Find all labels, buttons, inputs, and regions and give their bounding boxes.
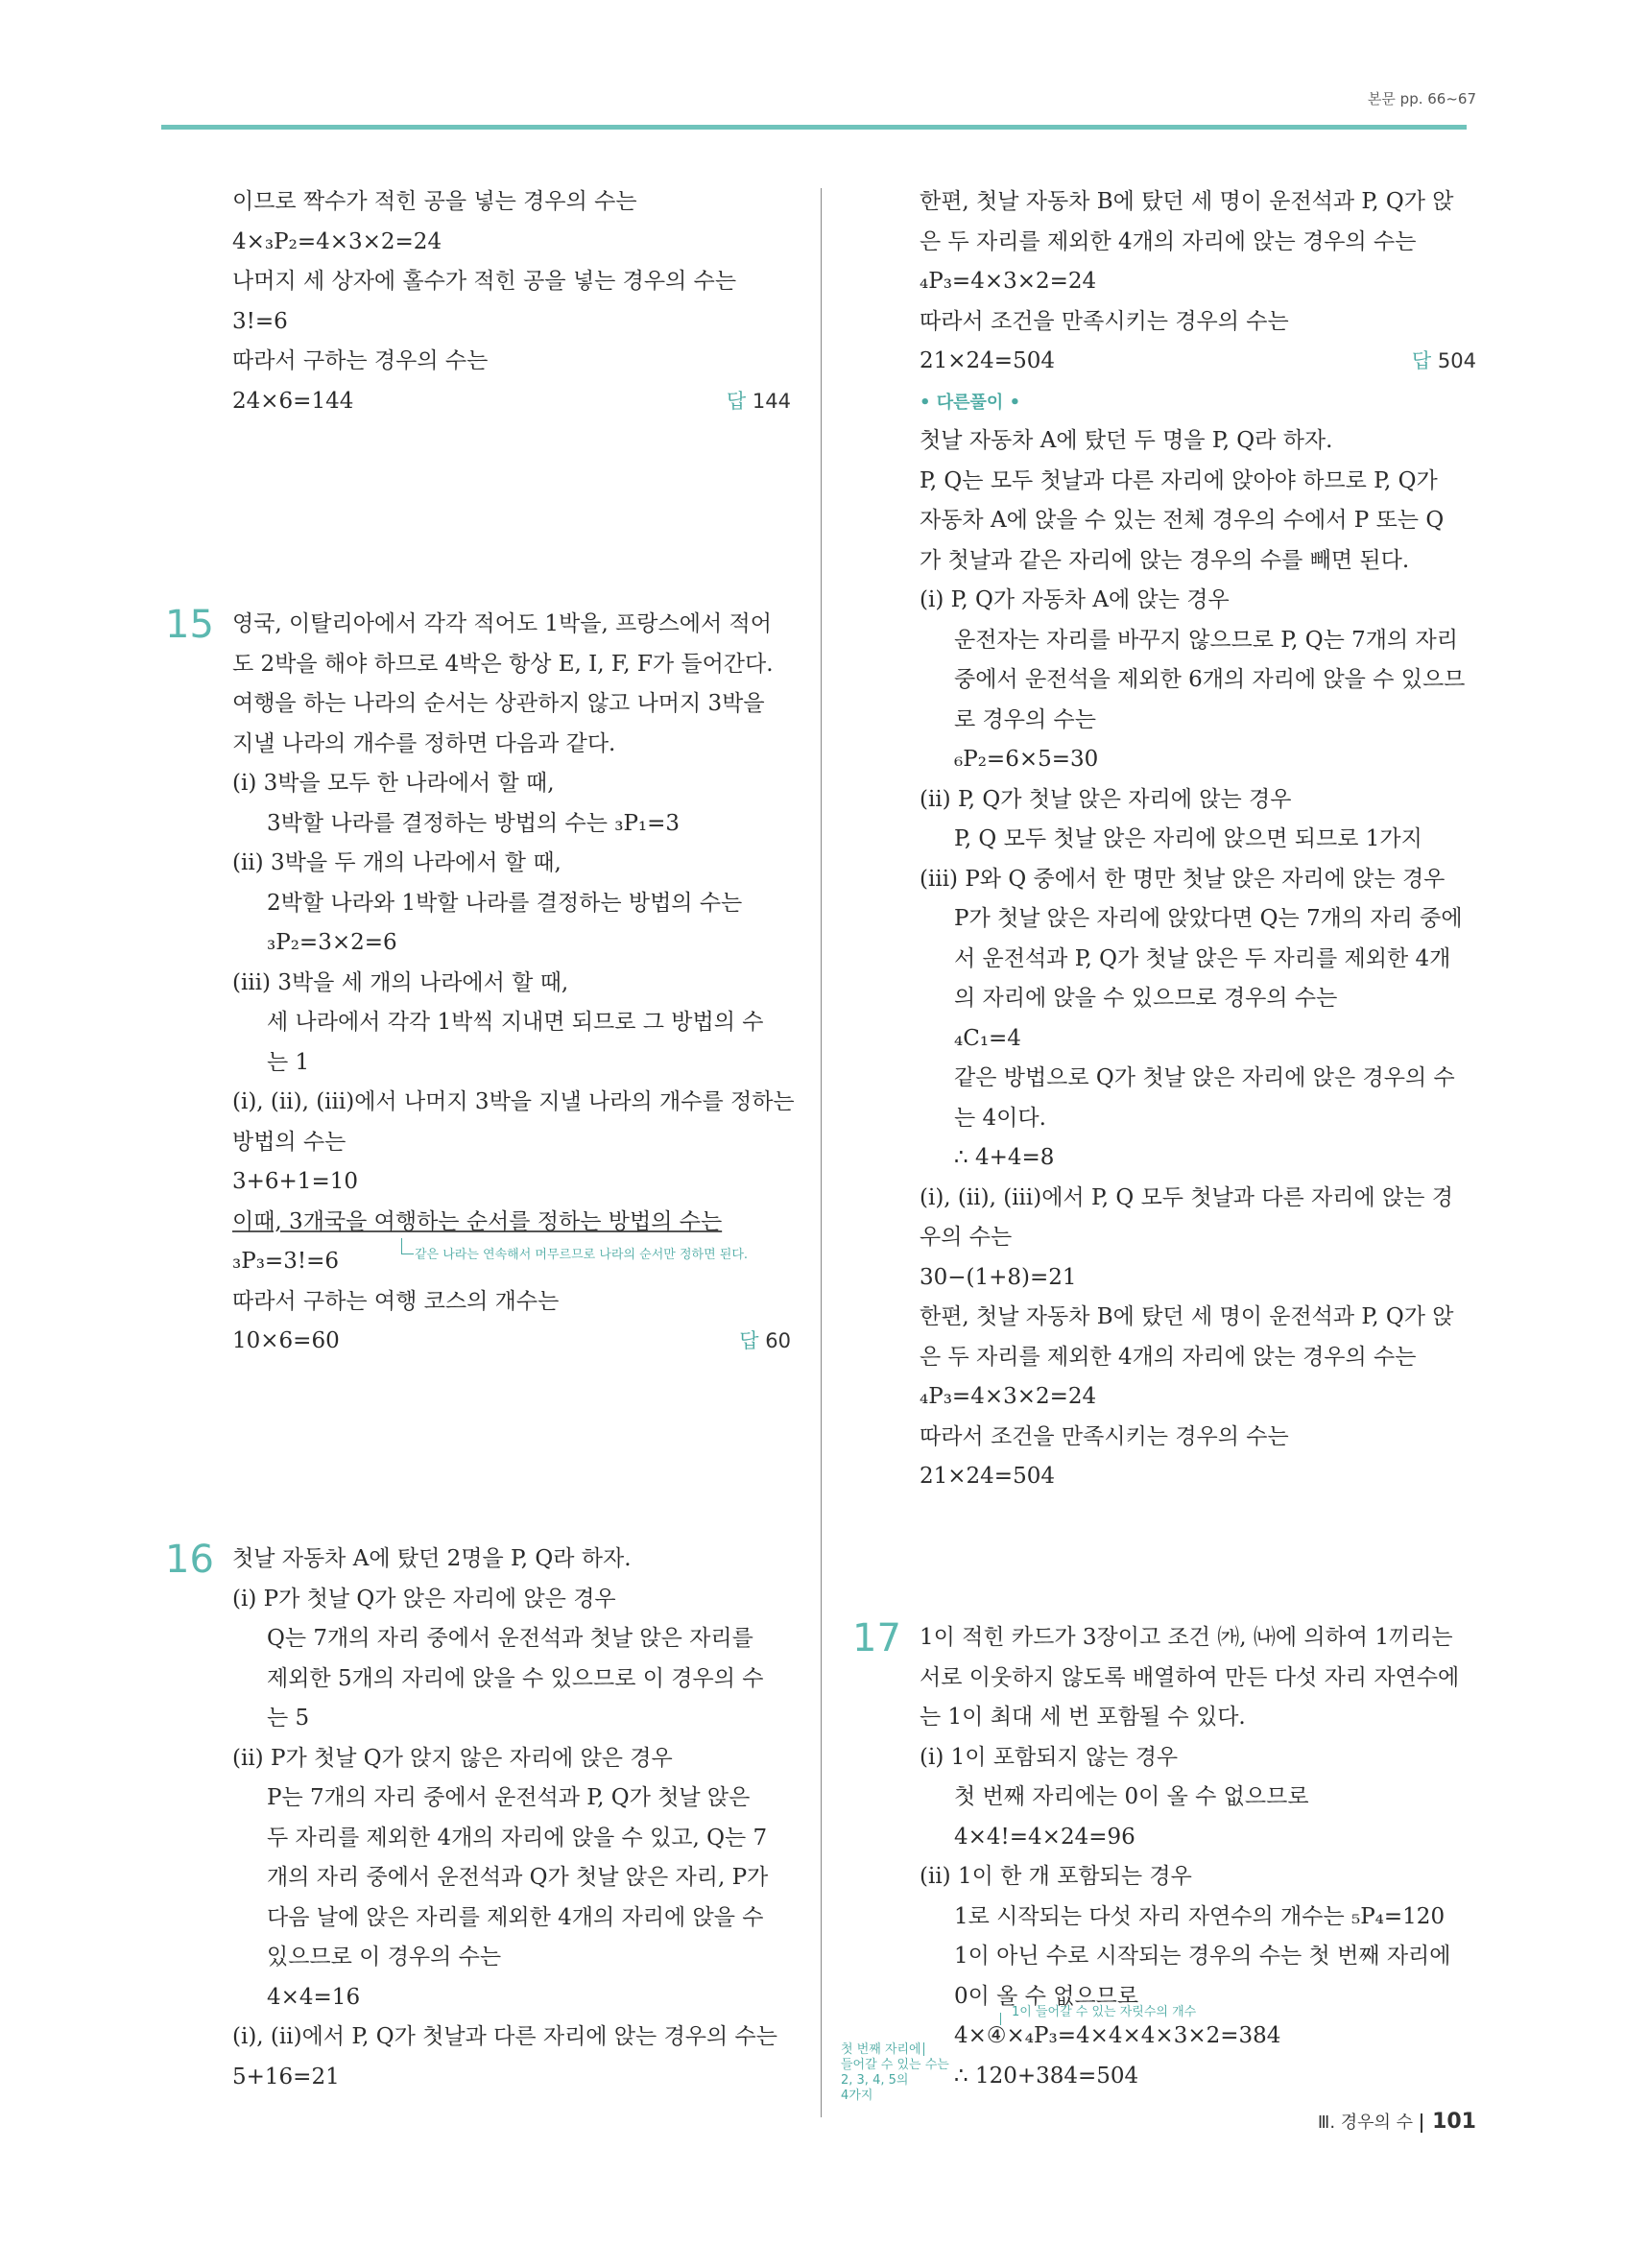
text-line: ∴ 120+384=504: [954, 2063, 1139, 2089]
note-bracket: [401, 1238, 414, 1254]
text-line: 이므로 짝수가 적힌 공을 넣는 경우의 수는: [232, 189, 637, 214]
side-note-line: 들어갈 수 있는 수는: [841, 2058, 949, 2072]
text-line: 다음 날에 앉은 자리를 제외한 4개의 자리에 앉을 수: [267, 1904, 764, 1930]
text-line: 한편, 첫날 자동차 B에 탔던 세 명이 운전석과 P, Q가 앉: [920, 189, 1454, 214]
text-line: 따라서 구하는 경우의 수는: [232, 348, 489, 373]
problem-17-solution: [920, 1618, 1476, 2096]
case-heading: (ⅲ) 3박을 세 개의 나라에서 할 때,: [232, 969, 569, 995]
problem-number-16: 16: [165, 1538, 214, 1582]
text-line: 같은 방법으로 Q가 첫날 앉은 자리에 앉은 경우의 수: [954, 1065, 1455, 1090]
text-line: ₆P₂=6×5=30: [954, 747, 1099, 772]
text-line: ₃P₃=3!=6 같은 나라는 연속해서 머무르므로 나라의 순서만 정하면 된다.: [232, 1242, 791, 1282]
text-line: P, Q는 모두 첫날과 다른 자리에 앉아야 하므로 P, Q가: [920, 467, 1438, 493]
text-line: 4×4!=4×24=96: [954, 1824, 1135, 1850]
answer-label: 답 144: [726, 389, 791, 413]
text-line: ₄C₁=4: [954, 1025, 1021, 1051]
text-line: ₄P₃=4×3×2=24: [920, 1384, 1097, 1409]
text-line: 첫날 자동차 A에 탔던 두 명을 P, Q라 하자.: [920, 428, 1333, 453]
text-line: 4×4=16: [267, 1984, 361, 2010]
text-line: 개의 자리 중에서 운전석과 Q가 첫날 앉은 자리, P가: [267, 1865, 769, 1890]
text-line: ₄P₃=4×3×2=24: [920, 269, 1097, 294]
side-note-line: 첫 번째 자리에: [841, 2042, 921, 2057]
text-line: 21×24=504 답 504: [920, 342, 1476, 382]
text-line: P는 7개의 자리 중에서 운전석과 P, Q가 첫날 앉은: [267, 1785, 751, 1810]
text-line: 24×6=144 답 144: [232, 382, 791, 422]
case-heading: (ⅰ) 3박을 모두 한 나라에서 할 때,: [232, 771, 555, 796]
page-footer: [1318, 2109, 1476, 2134]
text-line: 4×₃P₂=4×3×2=24: [232, 228, 442, 254]
side-note-bracket: [923, 2042, 924, 2056]
text-line: 5+16=21: [232, 2064, 340, 2089]
text-line: 도 2박을 해야 하므로 4박은 항상 E, I, F, F가 들어간다.: [232, 651, 774, 677]
header-rule: [161, 125, 1467, 130]
right-continuation: [920, 182, 1476, 1497]
answer-label: 답 60: [739, 1329, 791, 1352]
text-line: 1이 적힌 카드가 3장이고 조건 ㈎, ㈏에 의하여 1끼리는: [920, 1625, 1453, 1650]
side-note-line: 2, 3, 4, 5의: [841, 2073, 909, 2088]
problem-16-solution: [232, 1540, 791, 2097]
side-note-line: 4가지: [841, 2089, 873, 2103]
text-line: (ⅰ), (ⅱ), (ⅲ)에서 나머지 3박을 지낼 나라의 개수를 정하는: [232, 1089, 795, 1114]
text-line: 이때, 3개국을 여행하는 순서를 정하는 방법의 수는: [232, 1208, 723, 1234]
text-line: 여행을 하는 나라의 순서는 상관하지 않고 나머지 3박을: [232, 691, 765, 716]
text-line: ₃P₂=3×2=6: [267, 930, 397, 955]
text-line: 는 5: [267, 1706, 310, 1731]
text-line: 1이 아닌 수로 시작되는 경우의 수는 첫 번째 자리에: [954, 1944, 1451, 1969]
text-line: 21×24=504: [920, 1464, 1055, 1489]
text-line: 따라서 조건을 만족시키는 경우의 수는: [920, 308, 1289, 334]
case-heading: (ⅰ) 1이 포함되지 않는 경우: [920, 1744, 1179, 1770]
text-line: P가 첫날 앉은 자리에 앉았다면 Q는 7개의 자리 중에: [954, 906, 1463, 931]
text-line: 는 4이다.: [954, 1105, 1046, 1131]
text-line: 10×6=60 답 60: [232, 1322, 791, 1362]
text-line: 서로 이웃하지 않도록 배열하여 만든 다섯 자리 자연수에: [920, 1664, 1460, 1690]
text-line: 는 1: [267, 1049, 310, 1075]
footer-separator: [1421, 2113, 1422, 2133]
chapter-title: Ⅲ. 경우의 수: [1317, 2113, 1414, 2133]
problem-number-15: 15: [165, 603, 214, 647]
text-line: 있으므로 이 경우의 수는: [267, 1945, 502, 1970]
answer-label: 답 504: [1411, 349, 1476, 372]
text-line: ∴ 4+4=8: [954, 1145, 1055, 1170]
text-line: 은 두 자리를 제외한 4개의 자리에 앉는 경우의 수는: [920, 1344, 1417, 1370]
margin-note: 1이 들어갈 수 있는 자릿수의 개수: [1012, 2005, 1197, 2019]
case-heading: (ⅲ) P와 Q 중에서 한 명만 첫날 앉은 자리에 앉는 경우: [920, 866, 1446, 892]
case-heading: (ⅱ) P, Q가 첫날 앉은 자리에 앉는 경우: [920, 786, 1292, 812]
text-line: (ⅰ), (ⅱ)에서 P, Q가 첫날과 다른 자리에 앉는 경우의 수는: [232, 2024, 777, 2049]
text-line: 2박할 나라와 1박할 나라를 결정하는 방법의 수는: [267, 890, 743, 916]
text-line: (ⅰ), (ⅱ), (ⅲ)에서 P, Q 모두 첫날과 다른 자리에 앉는 경: [920, 1184, 1453, 1210]
text-line: 우의 수는: [920, 1225, 1013, 1250]
text-line: 방법의 수는: [232, 1129, 347, 1155]
text-line: 지낼 나라의 개수를 정하면 다음과 같다.: [232, 730, 616, 756]
side-note: [841, 2042, 956, 2104]
text-line: P, Q 모두 첫날 앉은 자리에 앉으면 되므로 1가지: [954, 826, 1422, 851]
note-bracket: [1000, 2013, 1001, 2025]
text-line: 한편, 첫날 자동차 B에 탔던 세 명이 운전석과 P, Q가 앉: [920, 1304, 1454, 1329]
case-heading: (ⅱ) P가 첫날 Q가 앉지 않은 자리에 앉은 경우: [232, 1745, 673, 1771]
text-line: 3!=6: [232, 308, 288, 334]
text-line: 자동차 A에 앉을 수 있는 전체 경우의 수에서 P 또는 Q: [920, 508, 1445, 533]
text-line: 영국, 이탈리아에서 각각 적어도 1박을, 프랑스에서 적어: [232, 611, 772, 636]
text-line: 제외한 5개의 자리에 앉을 수 있으므로 이 경우의 수: [267, 1665, 764, 1691]
case-heading: (ⅰ) P, Q가 자동차 A에 앉는 경우: [920, 587, 1230, 612]
column-divider: [821, 188, 822, 2117]
text-line: 0이 올 수 없으므로: [954, 1983, 1139, 2009]
text-line: 서 운전석과 P, Q가 첫날 앉은 두 자리를 제외한 4개: [954, 945, 1451, 971]
left-continuation: [232, 182, 791, 421]
text-line: 첫날 자동차 A에 탔던 2명을 P, Q라 하자.: [232, 1546, 632, 1571]
alt-solution-heading: • 다른풀이 •: [920, 392, 1021, 413]
text-line: 는 1이 최대 세 번 포함될 수 있다.: [920, 1705, 1246, 1730]
margin-note: 같은 나라는 연속해서 머무르므로 나라의 순서만 정하면 된다.: [415, 1248, 749, 1262]
case-heading: (ⅱ) 3박을 두 개의 나라에서 할 때,: [232, 850, 562, 875]
text-line: 따라서 구하는 여행 코스의 개수는: [232, 1288, 560, 1314]
text-line: 4×④×₄P₃=4×4×4×3×2=384 1이 들어갈 수 있는 자릿수의 개수: [954, 2005, 1281, 2048]
text-line: 3박할 나라를 결정하는 방법의 수는 ₃P₁=3: [267, 810, 681, 836]
problem-15-solution: [232, 605, 795, 1362]
text-line: 두 자리를 제외한 4개의 자리에 앉을 수 있고, Q는 7: [267, 1825, 768, 1850]
case-heading: (ⅰ) P가 첫날 Q가 앉은 자리에 앉은 경우: [232, 1586, 616, 1611]
page-number: 101: [1432, 2110, 1476, 2134]
text-line: 30−(1+8)=21: [920, 1264, 1077, 1290]
text-line: 은 두 자리를 제외한 4개의 자리에 앉는 경우의 수는: [920, 228, 1417, 254]
text-line: 운전자는 자리를 바꾸지 않으므로 P, Q는 7개의 자리: [954, 627, 1458, 653]
text-line: 1로 시작되는 다섯 자리 자연수의 개수는 ₅P₄=120: [954, 1903, 1446, 1929]
page-reference: 본문 pp. 66~67: [1367, 90, 1476, 107]
text-line: 3+6+1=10: [232, 1169, 358, 1194]
case-heading: (ⅱ) 1이 한 개 포함되는 경우: [920, 1864, 1192, 1889]
text-line: 따라서 조건을 만족시키는 경우의 수는: [920, 1423, 1289, 1449]
text-line: 로 경우의 수는: [954, 706, 1096, 732]
text-line: 가 첫날과 같은 자리에 앉는 경우의 수를 빼면 된다.: [920, 547, 1410, 573]
text-line: 첫 번째 자리에는 0이 올 수 없으므로: [954, 1784, 1309, 1809]
text-line: 의 자리에 앉을 수 있으므로 경우의 수는: [954, 986, 1338, 1011]
text-line: 세 나라에서 각각 1박씩 지내면 되므로 그 방법의 수: [267, 1010, 764, 1035]
problem-number-17: 17: [852, 1616, 901, 1660]
text-line: 중에서 운전석을 제외한 6개의 자리에 앉을 수 있으므: [954, 667, 1466, 692]
text-line: Q는 7개의 자리 중에서 운전석과 첫날 앉은 자리를: [267, 1626, 753, 1651]
text-line: 나머지 세 상자에 홀수가 적힌 공을 넣는 경우의 수는: [232, 269, 737, 294]
